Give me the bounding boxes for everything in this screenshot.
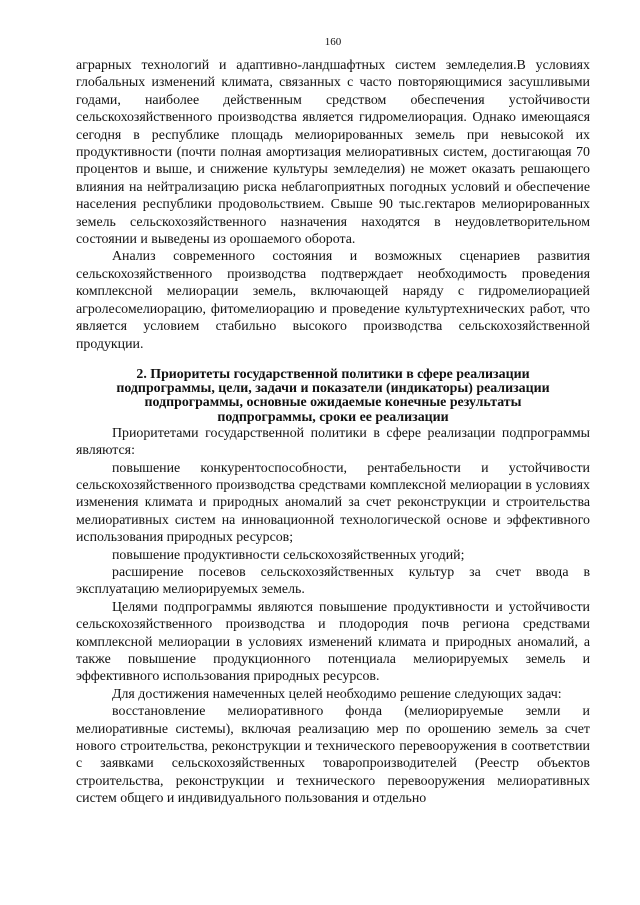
section-heading-line-1: 2. Приоритеты государственной политики в сфере реализации (136, 366, 530, 382)
paragraph-tasks-intro: Для достижения намеченных целей необходимо решение следующих задач: (112, 686, 562, 702)
page-number: 160 (324, 36, 342, 48)
paragraph-task-restoration: восстановление мелиоративного фонда (мелиорируемые земли и мелиоративные системы), включая реализацию мер по орошению земель за счет нового строительства, реконструкции и технического перевооружения в соответствии с заявками сельскохозяйственных товаропроизводителей (Реестр объектов строительства, реконструкции и технического перевооружения мелиоративных систем общего и индивидуального пользования и отдельно (76, 704, 590, 807)
paragraph-priority-crops: расширение посевов сельскохозяйственных культур за счет ввода в эксплуатацию мелиорируемых земель. (76, 564, 590, 598)
paragraph-analysis: Анализ современного состояния и возможных сценариев развития сельскохозяйственного производства подтверждает необходимость проведения комплексной мелиорации земель, включающей наряду с гидромелиорацией агролесомелиорацию, фитомелиорацию и проведение культуртехнических работ, что является условием стабильно высокого производства сельскохозяйственной продукции. (76, 249, 590, 352)
section-heading (76, 368, 590, 425)
section-heading-line-4: подпрограммы, сроки ее реализации (217, 409, 449, 425)
paragraph-climate-risks: аграрных технологий и адаптивно-ландшафтных систем земледелия.В условиях глобальных изменений климата, связанных с часто повторяющимися засушливыми годами, наиболее действенным средством обеспечения устойчивости сельскохозяйственного производства является гидромелиорация. Однако имеющаяся сегодня в республике площадь мелиорированных земель при невысокой их продуктивности (почти полная амортизация мелиоративных систем, достигающая 70 процентов и выше, и снижение культуры земледелия) не может оказать решающего влияния на нейтрализацию риска неблагоприятных погодных условий и обеспечение населения республики продовольствием. Свыше 90 тыс.гектаров мелиорированных земель сельскохозяйственного назначения находятся в неудовлетворительном состоянии и выведены из орошаемого оборота. (76, 58, 590, 248)
section-heading-line-2: подпрограммы, цели, задачи и показатели (индикаторы) реализации (116, 381, 550, 397)
paragraph-priority-productivity: повышение продуктивности сельскохозяйственных угодий; (112, 547, 465, 563)
section-heading-line-3: подпрограммы, основные ожидаемые конечные результаты (144, 395, 522, 411)
paragraph-priority-competitiveness: повышение конкурентоспособности, рентабельности и устойчивости сельскохозяйственного производства средствами комплексной мелиорации в условиях изменения климата и природных аномалий за счет реконструкции и строительства мелиоративных систем на инновационной технологической основе и эффективного использования природных ресурсов; (76, 460, 590, 546)
paragraph-goals: Целями подпрограммы являются повышение продуктивности и устойчивости сельскохозяйственного производства и плодородия почв региона средствами комплексной мелиорации в условиях изменений климата и природных аномалий, а также повышение продукционного потенциала мелиорируемых земель и эффективного использования природных ресурсов. (76, 599, 590, 685)
paragraph-priorities-intro: Приоритетами государственной политики в сфере реализации подпрограммы являются: (76, 425, 590, 459)
